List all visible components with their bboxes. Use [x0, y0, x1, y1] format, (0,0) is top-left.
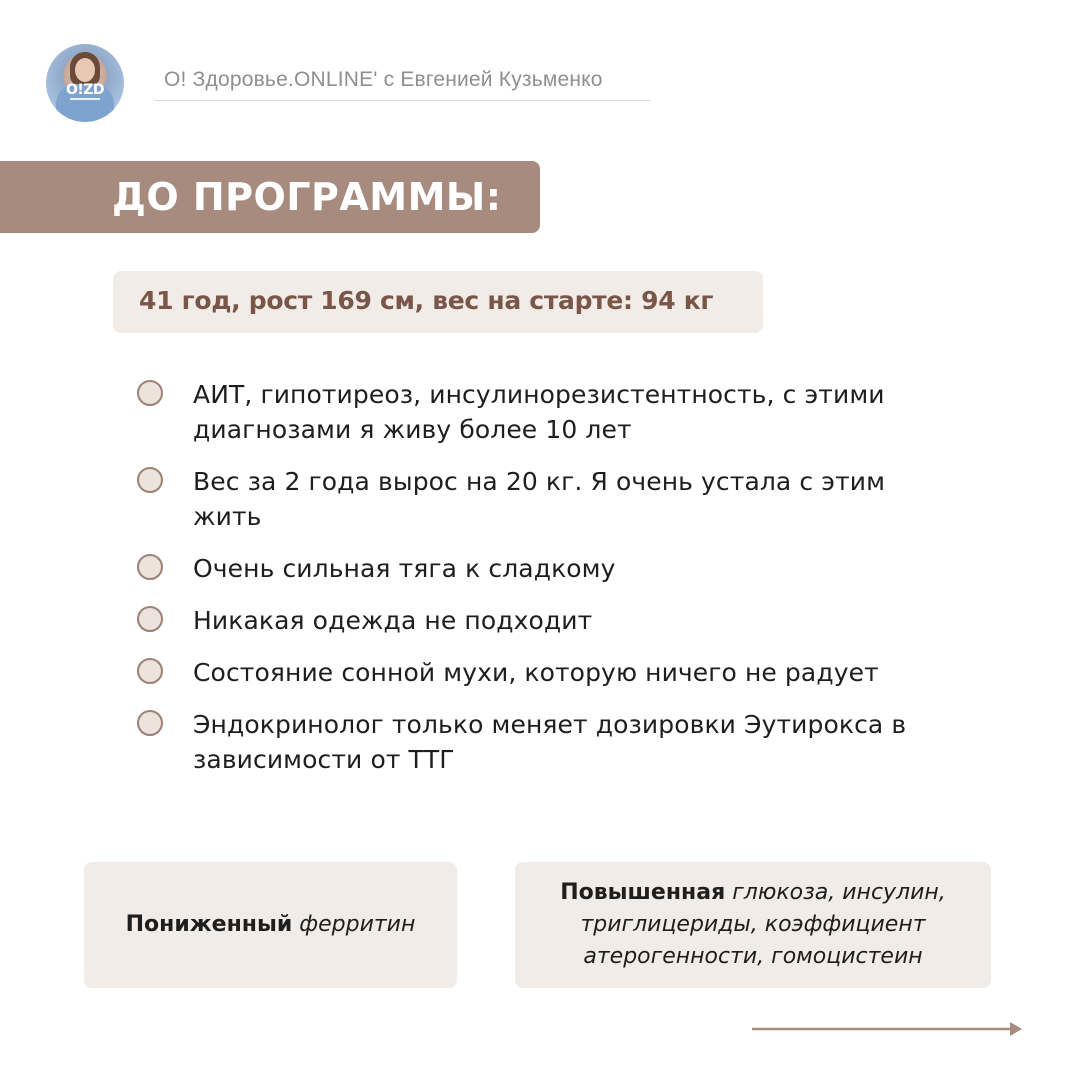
- list-item: [137, 655, 917, 690]
- card-bold-label: Пониженный: [125, 912, 293, 937]
- card-bold-label: Повышенная: [560, 880, 726, 905]
- avatar-logo: O!ZD: [65, 82, 105, 98]
- lowered-markers-card: [84, 862, 457, 988]
- list-item: [137, 377, 917, 447]
- page-title: ДО ПРОГРАММЫ:: [112, 175, 502, 219]
- card-italic-text: глюкоза, инсулин, триглицериды, коэффициент атерогенности, гомоцистеин: [580, 880, 946, 969]
- list-item: [137, 464, 917, 534]
- list-item: [137, 603, 917, 638]
- raised-markers-card: [515, 862, 991, 988]
- header-divider: [154, 100, 650, 101]
- symptom-list: [137, 377, 917, 794]
- list-item-text: Состояние сонной мухи, которую ничего не радует: [193, 658, 879, 687]
- header: [46, 44, 666, 124]
- list-item-text: Очень сильная тяга к сладкому: [193, 554, 616, 583]
- circle-bullet-icon: [137, 606, 163, 632]
- stats-pill: [113, 271, 763, 333]
- circle-bullet-icon: [137, 467, 163, 493]
- arrow-right-icon[interactable]: [752, 1019, 1024, 1039]
- circle-bullet-icon: [137, 658, 163, 684]
- list-item-text: Вес за 2 года вырос на 20 кг. Я очень устала с этим жить: [193, 467, 886, 531]
- brand-name: О! Здоровье.ONLINE' с Евгенией Кузьменко: [164, 68, 603, 91]
- circle-bullet-icon: [137, 380, 163, 406]
- stats-text: 41 год, рост 169 см, вес на старте: 94 кг: [139, 286, 714, 315]
- circle-bullet-icon: [137, 710, 163, 736]
- card-text: [533, 877, 973, 973]
- list-item: [137, 551, 917, 586]
- circle-bullet-icon: [137, 554, 163, 580]
- list-item-text: Эндокринолог только меняет дозировки Эутирокса в зависимости от ТТГ: [193, 710, 907, 774]
- avatar: [46, 44, 124, 122]
- title-banner: [0, 161, 540, 233]
- card-text: [126, 909, 416, 941]
- list-item-text: АИТ, гипотиреоз, инсулинорезистентность, с этими диагнозами я живу более 10 лет: [193, 380, 885, 444]
- list-item-text: Никакая одежда не подходит: [193, 606, 593, 635]
- card-italic-text: ферритин: [299, 912, 416, 937]
- list-item: [137, 707, 917, 777]
